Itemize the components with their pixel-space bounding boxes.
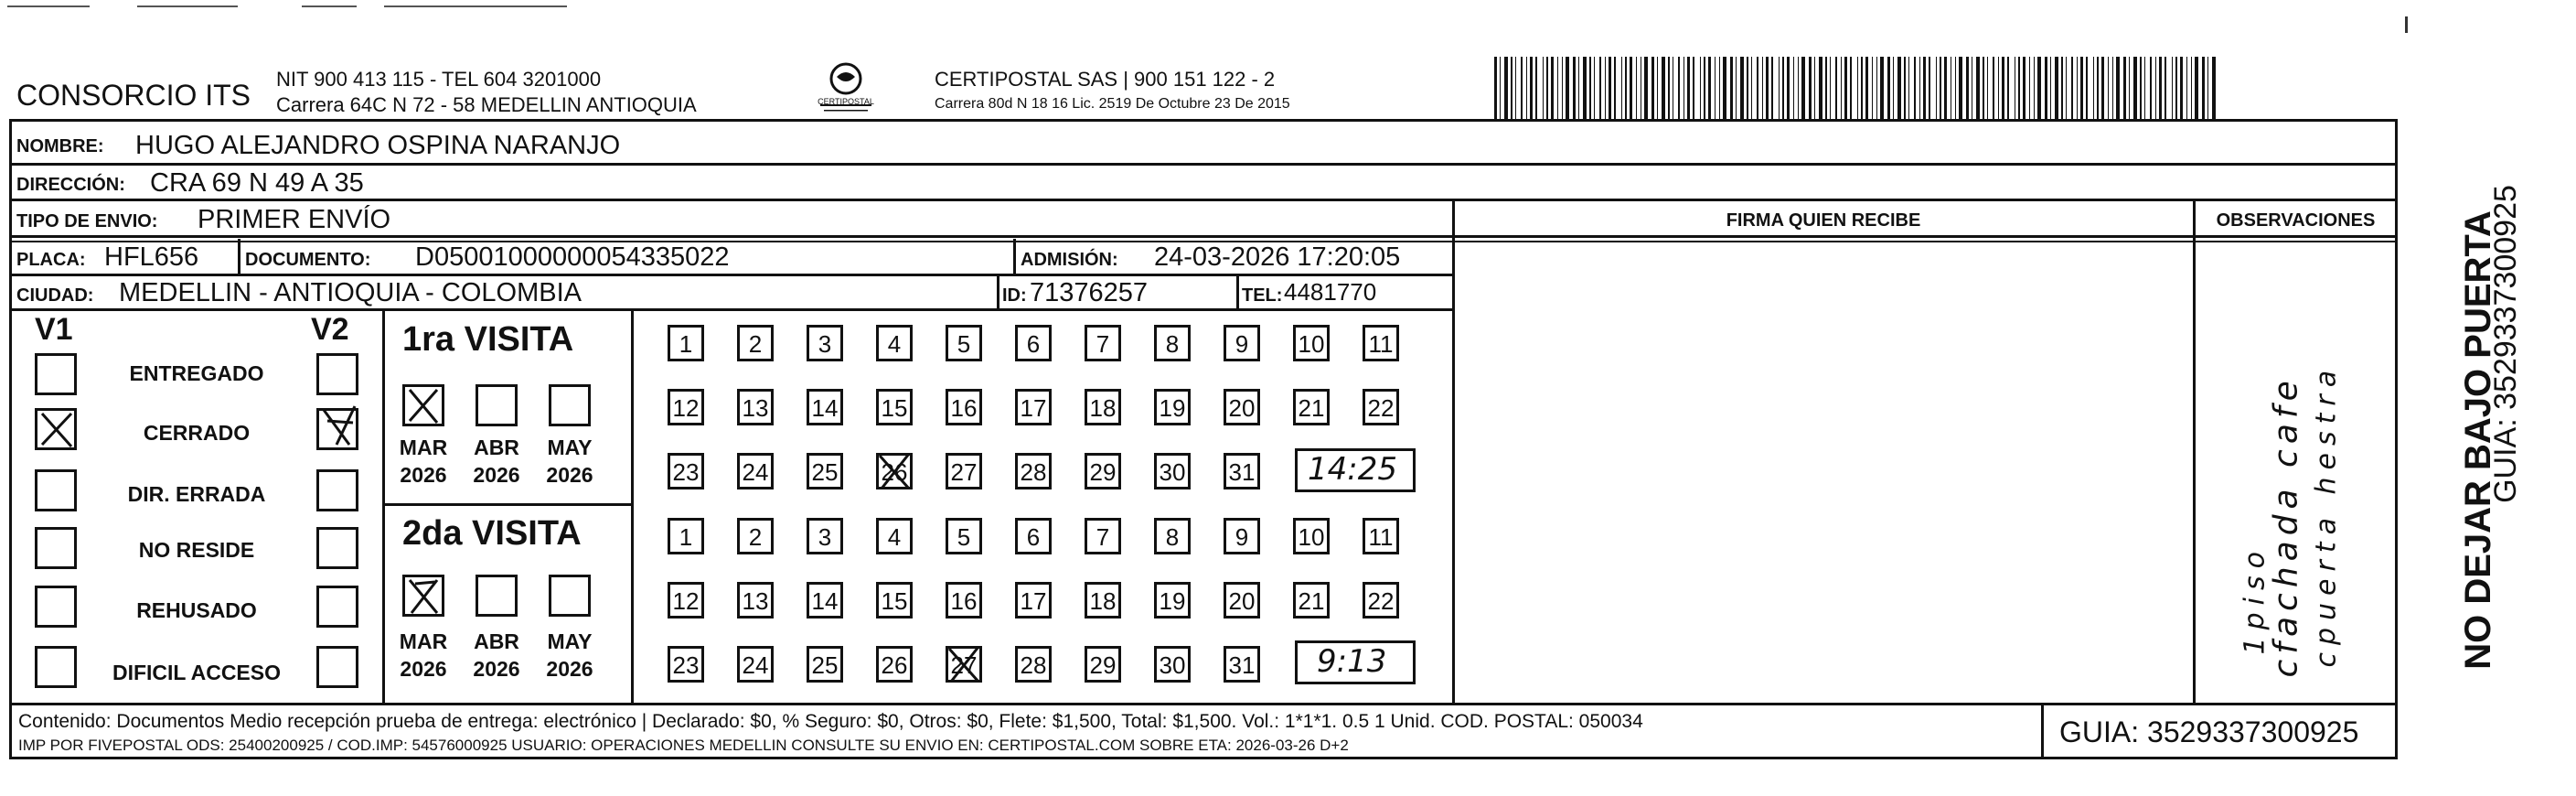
visit-1-day-16[interactable]: 16 bbox=[946, 389, 982, 425]
barcode-bar bbox=[1782, 57, 1784, 119]
status-cerrado: CERRADO bbox=[143, 421, 251, 445]
barcode-bar bbox=[1704, 57, 1705, 119]
barcode-bar bbox=[1801, 57, 1805, 119]
visit-2-day-17[interactable]: 17 bbox=[1015, 582, 1052, 619]
visit-2-month-may-checkbox[interactable] bbox=[549, 575, 591, 617]
tel-value: 4481770 bbox=[1284, 278, 1377, 306]
visit-1-year-may: 2026 bbox=[546, 463, 593, 487]
barcode-bar bbox=[1923, 57, 1926, 119]
visit-1-day-29[interactable]: 29 bbox=[1085, 453, 1121, 489]
visit-2-day-8[interactable]: 8 bbox=[1154, 518, 1191, 554]
barcode-bar bbox=[1876, 57, 1877, 119]
nombre-label: NOMBRE: bbox=[16, 136, 104, 156]
v1-checkbox-no-reside[interactable] bbox=[35, 527, 77, 569]
barcode-bar bbox=[1583, 57, 1587, 119]
direccion-label: DIRECCIÓN: bbox=[16, 175, 125, 195]
visit-1-day-12[interactable]: 12 bbox=[668, 389, 704, 425]
visit-1-day-17[interactable]: 17 bbox=[1015, 389, 1052, 425]
barcode-bar bbox=[1511, 57, 1512, 119]
v1-checkbox-entregado[interactable] bbox=[35, 353, 77, 395]
visit-2-day-10[interactable]: 10 bbox=[1293, 518, 1330, 554]
barcode-bar bbox=[1976, 57, 1980, 119]
side-guia: GUIA: 3529337300925 bbox=[2488, 185, 2523, 503]
barcode-bar bbox=[2212, 57, 2216, 119]
visit-1-day-26[interactable]: 26 bbox=[876, 453, 913, 489]
direccion-value: CRA 69 N 49 A 35 bbox=[150, 168, 364, 198]
barcode-bar bbox=[2101, 57, 2104, 119]
barcode-bar bbox=[1566, 57, 1569, 119]
barcode-bar bbox=[1830, 57, 1831, 119]
documento-label: DOCUMENTO: bbox=[245, 250, 371, 270]
visit-1-day-18[interactable]: 18 bbox=[1085, 389, 1121, 425]
tipo-envio-value: PRIMER ENVÍO bbox=[198, 205, 391, 234]
visit-2-day-15[interactable]: 15 bbox=[876, 582, 913, 619]
visit-2-day-3[interactable]: 3 bbox=[807, 518, 843, 554]
visit-2-day-25[interactable]: 25 bbox=[807, 646, 843, 683]
visit-1-day-2[interactable]: 2 bbox=[737, 325, 774, 361]
certipostal-logo bbox=[809, 60, 882, 115]
barcode-bar bbox=[1825, 57, 1827, 119]
visit-2-month-abr: ABR bbox=[474, 629, 519, 653]
visit-2-day-12[interactable]: 12 bbox=[668, 582, 704, 619]
barcode-bar bbox=[1983, 57, 1984, 119]
barcode-bar bbox=[2159, 57, 2162, 119]
nombre-value: HUGO ALEJANDRO OSPINA NARANJO bbox=[135, 131, 621, 160]
placa-value: HFL656 bbox=[104, 242, 199, 272]
observaciones-label: OBSERVACIONES bbox=[2216, 210, 2376, 231]
barcode-bar bbox=[1562, 57, 1563, 119]
barcode-bar bbox=[1762, 57, 1763, 119]
observaciones-line-3: 1piso bbox=[2239, 544, 2271, 655]
barcode-bar bbox=[1546, 57, 1548, 119]
visit-1-month-may-checkbox[interactable] bbox=[549, 384, 591, 426]
barcode-bar bbox=[1515, 57, 1516, 119]
side-warning: NO DEJAR BAJO PUERTA bbox=[2458, 210, 2498, 670]
visit-2-day-27[interactable]: 27 bbox=[946, 646, 982, 683]
barcode-bar bbox=[1657, 57, 1658, 119]
barcode-bar bbox=[2108, 57, 2109, 119]
barcode-bar bbox=[1747, 57, 1748, 119]
visit-2-day-20[interactable]: 20 bbox=[1224, 582, 1260, 619]
barcode-bar bbox=[2061, 57, 2063, 119]
barcode-bar bbox=[1500, 57, 1501, 119]
visit-1-day-25[interactable]: 25 bbox=[807, 453, 843, 489]
visit-1-day-20[interactable]: 20 bbox=[1224, 389, 1260, 425]
barcode-bar bbox=[1668, 57, 1670, 119]
address-line: Carrera 64C N 72 - 58 MEDELLIN ANTIOQUIA bbox=[276, 93, 697, 116]
barcode-bar bbox=[1543, 57, 1544, 119]
barcode-bar bbox=[1814, 57, 1815, 119]
firma-label: FIRMA QUIEN RECIBE bbox=[1726, 210, 1921, 231]
visit-2-day-28[interactable]: 28 bbox=[1015, 646, 1052, 683]
barcode-bar bbox=[1861, 57, 1863, 119]
barcode-bar bbox=[1993, 57, 1994, 119]
barcode-bar bbox=[1904, 57, 1906, 119]
barcode-bar bbox=[1959, 57, 1962, 119]
v2-checkbox-dir-errada[interactable] bbox=[316, 469, 358, 511]
barcode-bar bbox=[1651, 57, 1654, 119]
barcode-bar bbox=[1736, 57, 1737, 119]
visit-1-year-mar: 2026 bbox=[400, 463, 447, 487]
visit-2-day-2[interactable]: 2 bbox=[737, 518, 774, 554]
visit-2-day-23[interactable]: 23 bbox=[668, 646, 704, 683]
barcode-bar bbox=[1944, 57, 1947, 119]
barcode-bar bbox=[1557, 57, 1558, 119]
id-value: 71376257 bbox=[1030, 278, 1149, 307]
barcode-bar bbox=[1578, 57, 1579, 119]
visit-2-day-24[interactable]: 24 bbox=[737, 646, 774, 683]
v2-checkbox-entregado[interactable] bbox=[316, 353, 358, 395]
barcode-bar bbox=[1687, 57, 1690, 119]
barcode-bar bbox=[1914, 57, 1916, 119]
visit-1-day-8[interactable]: 8 bbox=[1154, 325, 1191, 361]
barcode-bar bbox=[2180, 57, 2183, 119]
visit-2-day-22[interactable]: 22 bbox=[1363, 582, 1399, 619]
ciudad-label: CIUDAD: bbox=[16, 285, 94, 306]
barcode-bar bbox=[2129, 57, 2130, 119]
barcode-bar bbox=[1662, 57, 1665, 119]
barcode-bar bbox=[1779, 57, 1780, 119]
barcode-bar bbox=[2116, 57, 2120, 119]
visit-1-year-abr: 2026 bbox=[473, 463, 520, 487]
barcode-bar bbox=[1644, 57, 1648, 119]
footer-line-1: Contenido: Documentos Medio recepción prueba de entrega: electrónico | Declarado: $0, % Seguro: $0, Otros: $0, Flete: $1,500, Total: $1,500. Vol.: 1*1*1. 0.5 1 Unid. COD. POSTAL: 050034 bbox=[18, 711, 1643, 732]
visit-2-day-30[interactable]: 30 bbox=[1154, 646, 1191, 683]
barcode-bar bbox=[1929, 57, 1930, 119]
barcode-bar bbox=[1521, 57, 1523, 119]
barcode-bar bbox=[2164, 57, 2166, 119]
barcode-bar bbox=[1530, 57, 1533, 119]
barcode-bar bbox=[1708, 57, 1711, 119]
barcode-bar bbox=[1625, 57, 1627, 119]
v1-checkbox-dir-errada[interactable] bbox=[35, 469, 77, 511]
barcode-bar bbox=[1809, 57, 1812, 119]
company-name: CONSORCIO ITS bbox=[16, 79, 251, 112]
barcode-bar bbox=[1887, 57, 1890, 119]
observaciones-line-2: cpuerta hestra bbox=[2310, 362, 2343, 668]
barcode-bar bbox=[2080, 57, 2083, 119]
barcode-bar bbox=[2055, 57, 2058, 119]
visit-1-day-11[interactable]: 11 bbox=[1363, 325, 1399, 361]
v1-checkbox-dificil-acceso[interactable] bbox=[35, 646, 77, 688]
barcode-bar bbox=[1551, 57, 1554, 119]
visit-1-day-mark bbox=[874, 450, 916, 492]
barcode-bar bbox=[1771, 57, 1773, 119]
visit-1-day-7[interactable]: 7 bbox=[1085, 325, 1121, 361]
v1-checkbox-rehusado[interactable] bbox=[35, 586, 77, 628]
barcode-bar bbox=[1683, 57, 1684, 119]
visit-1-day-3[interactable]: 3 bbox=[807, 325, 843, 361]
visit-2-day-9[interactable]: 9 bbox=[1224, 518, 1260, 554]
admision-value: 24-03-2026 17:20:05 bbox=[1154, 242, 1401, 272]
visit-1-day-10[interactable]: 10 bbox=[1293, 325, 1330, 361]
v1-label: V1 bbox=[35, 312, 73, 347]
barcode-bar bbox=[2123, 57, 2126, 119]
visit-1-day-6[interactable]: 6 bbox=[1015, 325, 1052, 361]
visit-2-day-29[interactable]: 29 bbox=[1085, 646, 1121, 683]
visit-1-title: 1ra VISITA bbox=[402, 320, 574, 359]
visit-1-month-may: MAY bbox=[547, 436, 593, 459]
visit-1-time: 14:25 bbox=[1308, 451, 1397, 488]
visit-1-day-14[interactable]: 14 bbox=[807, 389, 843, 425]
admision-label: ADMISIÓN: bbox=[1021, 250, 1118, 270]
barcode-bar bbox=[1605, 57, 1606, 119]
barcode-bar bbox=[2066, 57, 2067, 119]
barcode-bar bbox=[1819, 57, 1822, 119]
barcode-bar bbox=[1609, 57, 1611, 119]
barcode-bar bbox=[2093, 57, 2094, 119]
visit-2-day-21[interactable]: 21 bbox=[1293, 582, 1330, 619]
top-dash bbox=[137, 5, 238, 7]
v2-label: V2 bbox=[311, 312, 349, 347]
barcode-bar bbox=[1678, 57, 1680, 119]
barcode-bar bbox=[1908, 57, 1909, 119]
barcode-bar bbox=[1715, 57, 1716, 119]
visit-2-day-14[interactable]: 14 bbox=[807, 582, 843, 619]
barcode-bar bbox=[2034, 57, 2035, 119]
footer-line-2: IMP POR FIVEPOSTAL ODS: 25400200925 / COD.IMP: 54576000925 USUARIO: OPERACIONES MEDELLIN CONSULTE SU ENVIO EN: CERTIPOSTAL.COM SOBRE ETA: 2026-03-26 D+2 bbox=[18, 737, 1349, 754]
barcode-bar bbox=[1751, 57, 1752, 119]
barcode-bar bbox=[2186, 57, 2187, 119]
visit-2-month-abr-checkbox[interactable] bbox=[476, 575, 518, 617]
visit-1-day-22[interactable]: 22 bbox=[1363, 389, 1399, 425]
barcode-bar bbox=[2037, 57, 2041, 119]
visit-1-day-19[interactable]: 19 bbox=[1154, 389, 1191, 425]
barcode-bar bbox=[1835, 57, 1837, 119]
certipostal-address: Carrera 80d N 18 16 Lic. 2519 De Octubre 23 De 2015 bbox=[935, 96, 1290, 112]
barcode-bar bbox=[1897, 57, 1901, 119]
visit-2-day-4[interactable]: 4 bbox=[876, 518, 913, 554]
id-label: ID: bbox=[1002, 285, 1027, 306]
visit-1-day-4[interactable]: 4 bbox=[876, 325, 913, 361]
nit-line: NIT 900 413 115 - TEL 604 3201000 bbox=[276, 68, 602, 91]
barcode-bar bbox=[1504, 57, 1508, 119]
placa-label: PLACA: bbox=[16, 250, 86, 270]
barcode-bar bbox=[1793, 57, 1794, 119]
barcode-bar bbox=[1700, 57, 1701, 119]
barcode-bar bbox=[2140, 57, 2142, 119]
barcode-bar bbox=[1621, 57, 1622, 119]
barcode-bar bbox=[1844, 57, 1847, 119]
certipostal-line: CERTIPOSTAL SAS | 900 151 122 - 2 bbox=[935, 68, 1276, 91]
barcode-bar bbox=[1630, 57, 1632, 119]
visit-2-year-mar: 2026 bbox=[400, 657, 447, 681]
barcode-bar bbox=[1798, 57, 1799, 119]
barcode-bar bbox=[1850, 57, 1852, 119]
barcode-bar bbox=[1636, 57, 1637, 119]
status-rehusado: REHUSADO bbox=[136, 598, 257, 622]
barcode-bar bbox=[1966, 57, 1969, 119]
visit-2-day-6[interactable]: 6 bbox=[1015, 518, 1052, 554]
visit-1-day-1[interactable]: 1 bbox=[668, 325, 704, 361]
barcode-bar bbox=[1841, 57, 1842, 119]
visit-1-month-abr: ABR bbox=[474, 436, 519, 459]
visit-1-month-mar: MAR bbox=[399, 436, 448, 459]
barcode-bar bbox=[1936, 57, 1937, 119]
barcode-bar bbox=[2097, 57, 2099, 119]
visit-1-day-31[interactable]: 31 bbox=[1224, 453, 1260, 489]
visit-2-day-1[interactable]: 1 bbox=[668, 518, 704, 554]
barcode-bar bbox=[2029, 57, 2030, 119]
visit-2-year-abr: 2026 bbox=[473, 657, 520, 681]
status-no-reside: NO RESIDE bbox=[138, 538, 255, 562]
barcode-bar bbox=[1526, 57, 1527, 119]
observaciones-handwriting bbox=[2195, 256, 2396, 695]
visit-2-year-may: 2026 bbox=[546, 657, 593, 681]
visit-2-day-11[interactable]: 11 bbox=[1363, 518, 1399, 554]
barcode bbox=[1492, 57, 2219, 119]
visit-1-month-abr-checkbox[interactable] bbox=[476, 384, 518, 426]
barcode-bar bbox=[1940, 57, 1941, 119]
barcode-bar bbox=[2045, 57, 2047, 119]
barcode-bar bbox=[2191, 57, 2192, 119]
barcode-bar bbox=[2144, 57, 2145, 119]
barcode-bar bbox=[2077, 57, 2078, 119]
barcode-bar bbox=[1614, 57, 1616, 119]
barcode-bar bbox=[2195, 57, 2198, 119]
top-dash bbox=[7, 5, 90, 7]
barcode-bar bbox=[2202, 57, 2205, 119]
visit-2-day-26[interactable]: 26 bbox=[876, 646, 913, 683]
v2-checkbox-rehusado[interactable] bbox=[316, 586, 358, 628]
status-entregado: ENTREGADO bbox=[129, 361, 264, 385]
barcode-bar bbox=[1599, 57, 1601, 119]
barcode-bar bbox=[2133, 57, 2137, 119]
top-dash bbox=[2405, 16, 2408, 33]
barcode-bar bbox=[1594, 57, 1595, 119]
barcode-bar bbox=[2150, 57, 2152, 119]
barcode-bar bbox=[2007, 57, 2009, 119]
visit-2-day-5[interactable]: 5 bbox=[946, 518, 982, 554]
tipo-envio-label: TIPO DE ENVIO: bbox=[16, 211, 158, 231]
barcode-bar bbox=[1872, 57, 1873, 119]
status-dir-errada: DIR. ERRADA bbox=[127, 482, 266, 506]
visit-1-day-24[interactable]: 24 bbox=[737, 453, 774, 489]
barcode-bar bbox=[1865, 57, 1868, 119]
observaciones-line-1: cfachada cafe bbox=[2267, 375, 2305, 678]
logo-caption: CERTIPOSTAL bbox=[818, 97, 874, 106]
barcode-bar bbox=[2175, 57, 2177, 119]
barcode-bar bbox=[2112, 57, 2113, 119]
barcode-bar bbox=[1494, 57, 1497, 119]
barcode-bar bbox=[1730, 57, 1733, 119]
barcode-bar bbox=[2155, 57, 2156, 119]
v2-checkbox-dificil-acceso[interactable] bbox=[316, 646, 358, 688]
barcode-bar bbox=[1998, 57, 1999, 119]
v1-cerrado-mark bbox=[35, 408, 77, 450]
barcode-bar bbox=[1693, 57, 1694, 119]
top-dash bbox=[384, 5, 567, 7]
barcode-bar bbox=[1787, 57, 1790, 119]
barcode-bar bbox=[1589, 57, 1591, 119]
visit-1-day-5[interactable]: 5 bbox=[946, 325, 982, 361]
tel-label: TEL: bbox=[1242, 285, 1283, 306]
barcode-bar bbox=[1955, 57, 1956, 119]
visit-2-mar-mark bbox=[402, 575, 444, 617]
barcode-bar bbox=[1719, 57, 1720, 119]
visit-2-day-7[interactable]: 7 bbox=[1085, 518, 1121, 554]
visit-2-time: 9:13 bbox=[1317, 643, 1387, 680]
footer-guia: GUIA: 3529337300925 bbox=[2059, 715, 2359, 748]
barcode-bar bbox=[1987, 57, 1988, 119]
barcode-bar bbox=[2002, 57, 2004, 119]
visit-2-day-18[interactable]: 18 bbox=[1085, 582, 1121, 619]
visit-1-day-28[interactable]: 28 bbox=[1015, 453, 1052, 489]
top-dash bbox=[302, 5, 357, 7]
barcode-bar bbox=[2023, 57, 2026, 119]
barcode-bar bbox=[2086, 57, 2088, 119]
status-dificil-acceso: DIFICIL ACCESO bbox=[112, 661, 281, 684]
visit-2-month-mar: MAR bbox=[399, 629, 448, 653]
visit-2-day-mark bbox=[944, 643, 986, 685]
visit-1-day-9[interactable]: 9 bbox=[1224, 325, 1260, 361]
ciudad-value: MEDELLIN - ANTIOQUIA - COLOMBIA bbox=[119, 278, 582, 307]
barcode-bar bbox=[1919, 57, 1920, 119]
barcode-bar bbox=[1757, 57, 1758, 119]
visit-1-day-27[interactable]: 27 bbox=[946, 453, 982, 489]
visit-2-title: 2da VISITA bbox=[402, 514, 582, 553]
visit-2-day-31[interactable]: 31 bbox=[1224, 646, 1260, 683]
visit-2-month-may: MAY bbox=[547, 629, 593, 653]
visit-1-day-15[interactable]: 15 bbox=[876, 389, 913, 425]
visit-2-day-19[interactable]: 19 bbox=[1154, 582, 1191, 619]
barcode-bar bbox=[1880, 57, 1884, 119]
barcode-bar bbox=[1893, 57, 1894, 119]
barcode-bar bbox=[2172, 57, 2173, 119]
v2-checkbox-no-reside[interactable] bbox=[316, 527, 358, 569]
barcode-bar bbox=[1723, 57, 1726, 119]
visit-1-mar-mark bbox=[402, 384, 444, 426]
v2-cerrado-mark bbox=[316, 403, 364, 450]
barcode-bar bbox=[2207, 57, 2208, 119]
barcode-bar bbox=[1535, 57, 1537, 119]
barcode-bar bbox=[1740, 57, 1744, 119]
barcode-bar bbox=[1766, 57, 1769, 119]
barcode-bar bbox=[2050, 57, 2051, 119]
barcode-bar bbox=[2071, 57, 2073, 119]
barcode-bar bbox=[1857, 57, 1858, 119]
visit-2-day-13[interactable]: 13 bbox=[737, 582, 774, 619]
barcode-bar bbox=[1573, 57, 1576, 119]
visit-1-day-21[interactable]: 21 bbox=[1293, 389, 1330, 425]
documento-value: D05001000000054335022 bbox=[415, 242, 730, 272]
visit-1-day-23[interactable]: 23 bbox=[668, 453, 704, 489]
barcode-bar bbox=[2018, 57, 2020, 119]
visit-2-day-16[interactable]: 16 bbox=[946, 582, 982, 619]
visit-1-day-30[interactable]: 30 bbox=[1154, 453, 1191, 489]
visit-1-day-13[interactable]: 13 bbox=[737, 389, 774, 425]
